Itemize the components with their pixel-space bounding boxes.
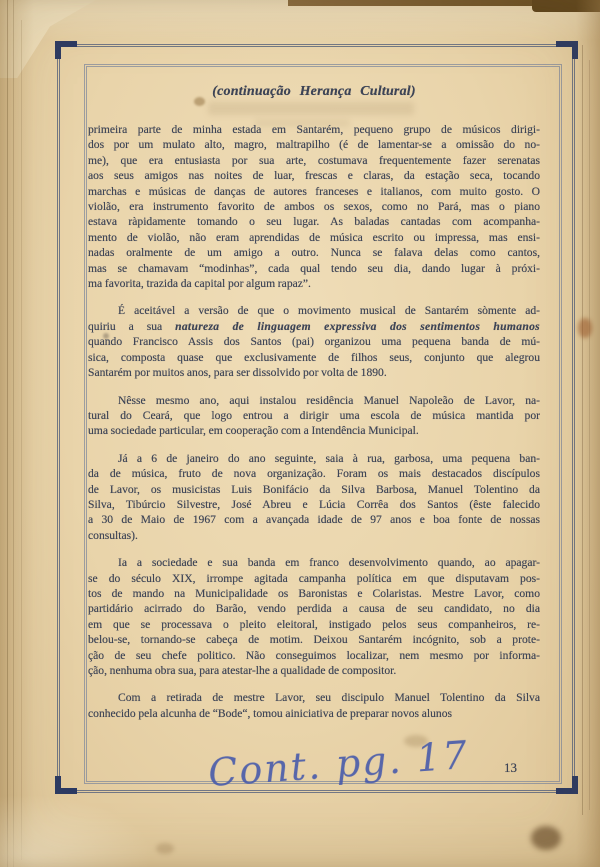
text-line: uma sociedade particular, em cooperação com a Intendência Municipal. [88, 424, 419, 438]
text-line: mas se chamavam “modinhas”, cada qual tendo seu dia, dando lugar à próxi- [88, 261, 540, 275]
text-line: marchas e músicas de danças de autores franceses e italianos, com muito gosto. O [88, 184, 540, 198]
body-text [88, 122, 540, 733]
text-line: dos por um mulato alto, magro, maltrapilho (é de lamentar-se a omissão do no- [88, 138, 540, 152]
paragraph [88, 393, 540, 439]
text-line: quando Francisco Assis dos Santos (pai) organizou uma pequena banda de mú- [88, 335, 540, 349]
text-line: nadas oralmente de um amigo a outro. Nunca se falava delas como cantos, [88, 246, 540, 260]
text-line: ção de seu chefe politico. Não conseguimos localizar, nem mesmo por informa- [88, 648, 540, 662]
paper-top-highlight [0, 0, 600, 40]
stain [531, 826, 561, 850]
text-line: de Lavor, os musicistas Luis Bonifácio da Silva Barbosa, Manuel Tolentino da [88, 482, 540, 496]
paper-bottom-highlight [0, 796, 150, 867]
left-page-edge-line [13, 0, 14, 867]
text-line: em que se processava o pleito eleitoral, instigado pelos seus companheiros, re- [88, 617, 540, 631]
handwritten-note: Cont. pg. 17 [206, 732, 471, 796]
text-line: me), que era entusiasta por sua arte, costumava frequentemente fazer serenatas [88, 153, 540, 167]
text-line: se do século XIX, irrompe agitada campanha política em que disputavam pos- [88, 571, 540, 585]
show-through-smudge [208, 102, 414, 115]
text-line: ção, nenhuma obra sua, para atestar-lhe a qualidade de compositor. [88, 664, 397, 677]
text-line: Santarém por muitos anos, para ser dissolvido por volta de 1890. [88, 366, 387, 380]
text-line: da de música, fruto de nova organização. Foram os mais destacados discípulos [88, 467, 540, 481]
text-line: aos seus amigos nas noites de luar, frescas e claras, da estação seca, tocando [88, 169, 540, 183]
text-line: quiriu a sua natureza de linguagem expressiva dos sentimentos humanos [88, 319, 540, 333]
right-page-edge-line [582, 45, 583, 815]
text-line: É aceitável a versão de que o movimento musical de Santarém sòmente ad- [118, 304, 540, 318]
text-line: tos de mando na Municipalidade os Baronistas e Colaristas. Mestre Lavor, como [88, 586, 540, 600]
corner-ornament-top-left [55, 41, 77, 59]
text-line: estava ràpidamente tomando o seu lugar. As baladas cantadas com acompanha- [88, 215, 540, 229]
paragraph [88, 451, 540, 543]
page-number: 13 [504, 760, 517, 775]
text-line: mento de violão, não eram aprendidas de música escrito ou impressa, mas ensi- [88, 230, 540, 244]
text-line: tural do Ceará, que logo entrou a dirigir uma escola de música mantida por [88, 408, 540, 422]
text-line: primeira parte de minha estada em Santarém, pequeno grupo de músicos dirigi- [88, 123, 540, 136]
text-line: ma favorita, trazida da capital por algum rapaz”. [88, 277, 311, 291]
text-line: Nêsse mesmo ano, aqui instalou residência Manuel Napoleão de Lavor, na- [118, 393, 540, 407]
text-line: conhecido pela alcunha de “Bode“, tomou ainiciativa de preparar novos alunos [88, 706, 453, 720]
text-line: consultas). [88, 528, 138, 542]
paragraph [88, 303, 540, 380]
left-page-edge-line [21, 20, 22, 860]
text-line: belou-se, tornando-se cabeça de motim. Deixou Santarém incógnito, sob a prote- [88, 633, 540, 647]
text-line: Já a 6 de janeiro do ano seguinte, saia à rua, garbosa, uma pequena ban- [118, 451, 540, 465]
text-line: Ia a sociedade e sua banda em franco desenvolvimento quando, ao apagar- [118, 556, 540, 570]
text-line: partidário acirrado do Barão, vendo perdida a causa de seu candidato, no dia [88, 602, 540, 616]
right-page-edge-line [589, 60, 590, 810]
section-header: (continuação Herança Cultural) [212, 84, 416, 99]
text-line: a 30 de Maio de 1967 com a avançada idade de 97 anos e boa fonte de nossas [88, 513, 540, 527]
text-line: Silva, Tibúrcio Silvestre, José Abreu e Lúcia Corrêa dos Santos (êste falecido [88, 497, 540, 511]
corner-ornament-bottom-right [556, 776, 578, 794]
text-line: sica, composta quase que exclusivamente de filhos seus, conjunto que alegrou [88, 350, 540, 364]
paragraph [88, 555, 540, 678]
left-page-edge-shade [0, 0, 34, 867]
text-line: Com a retirada de mestre Lavor, seu discipulo Manuel Tolentino da Silva [118, 691, 540, 705]
corner-ornament-bottom-left [55, 776, 77, 794]
stain [156, 843, 174, 854]
corner-ornament-top-right [556, 41, 578, 59]
left-page-edge-line [7, 0, 8, 867]
paragraph [88, 690, 540, 721]
right-page-edge-shade [576, 0, 600, 867]
paragraph [88, 122, 540, 291]
text-line: violão, era instrumento favorito de ambos os sexos, como no Pará, mas o piano [88, 200, 540, 214]
